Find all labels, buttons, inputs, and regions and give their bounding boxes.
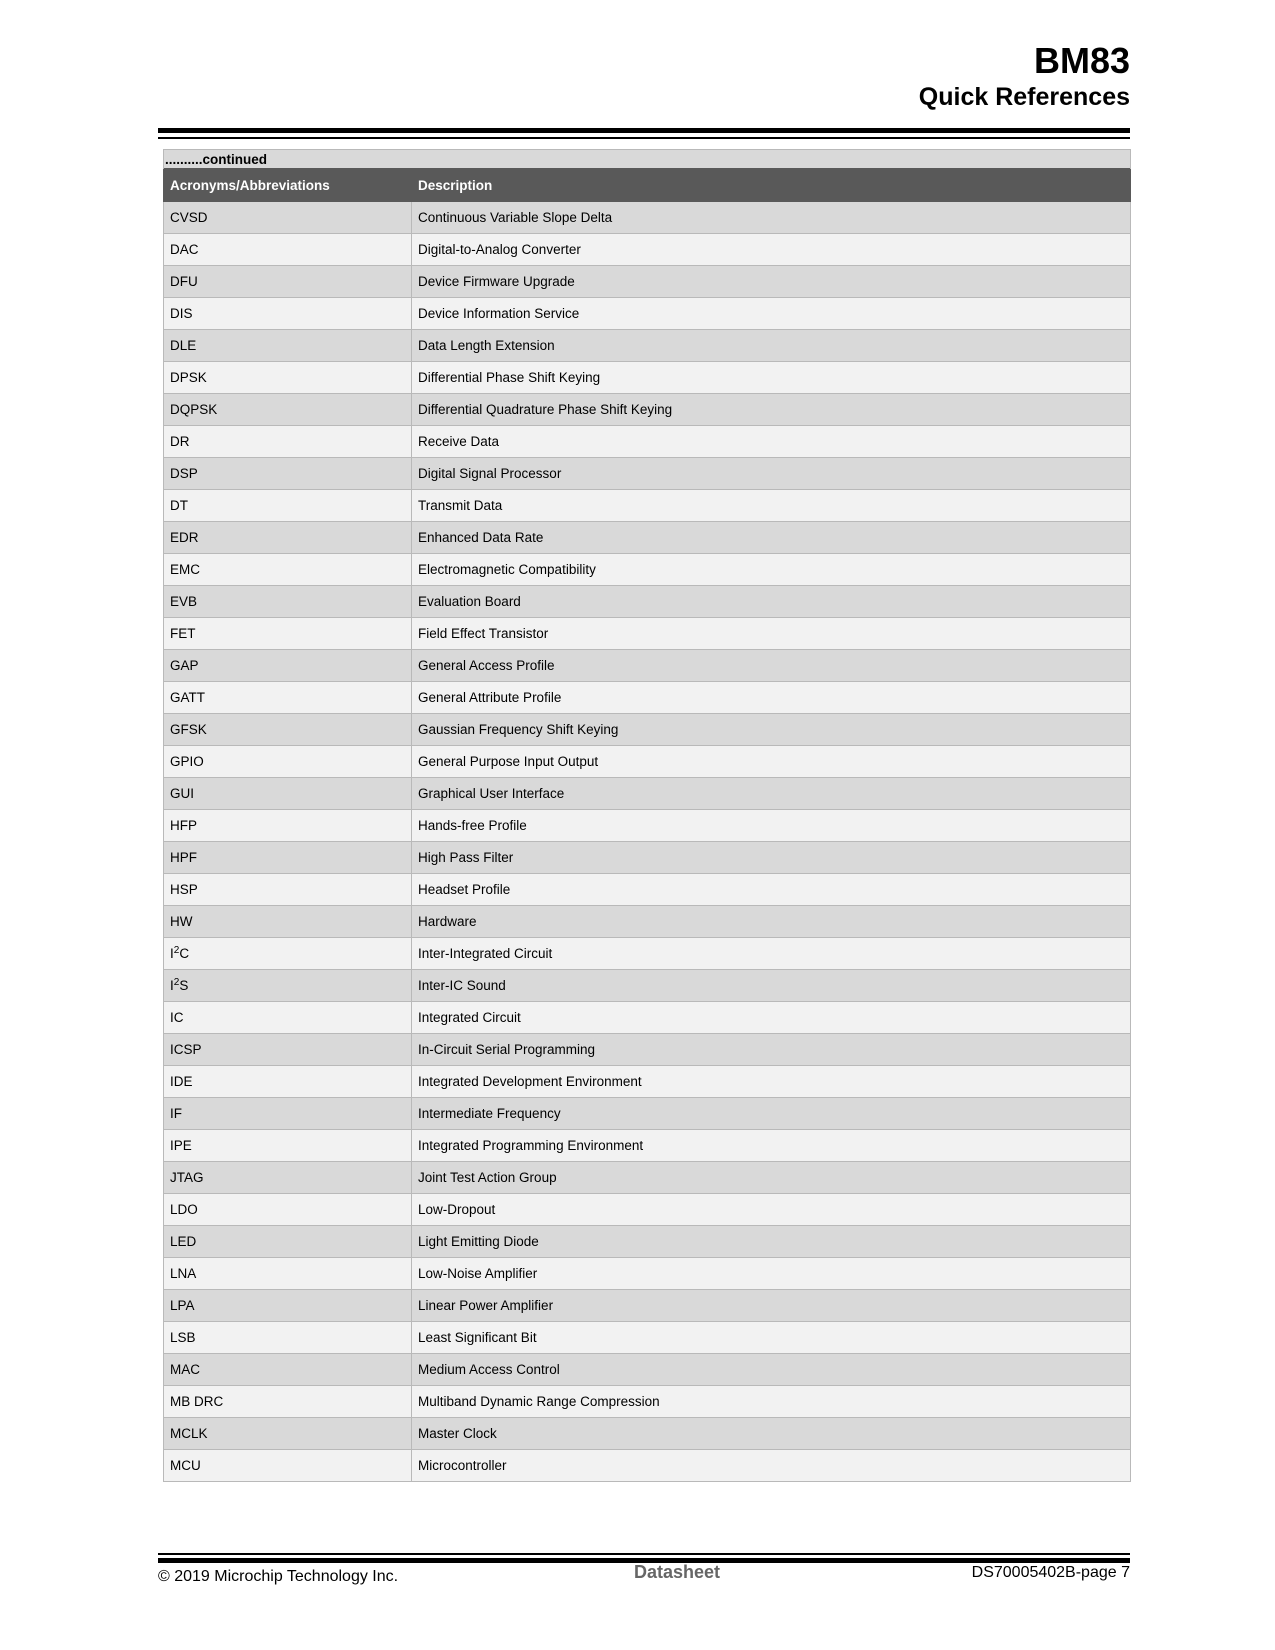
- acronym-cell: HW: [164, 906, 412, 938]
- table-row: [164, 426, 1131, 458]
- description-cell: Device Firmware Upgrade: [412, 266, 1131, 298]
- description-cell: Intermediate Frequency: [412, 1098, 1131, 1130]
- description-cell: Joint Test Action Group: [412, 1162, 1131, 1194]
- section-title: Quick References: [918, 83, 1130, 111]
- acronym-cell: IPE: [164, 1130, 412, 1162]
- acronym-cell: JTAG: [164, 1162, 412, 1194]
- acronym-cell: ICSP: [164, 1034, 412, 1066]
- acronym-cell: DSP: [164, 458, 412, 490]
- acronym-cell: LPA: [164, 1290, 412, 1322]
- table-row: [164, 810, 1131, 842]
- description-cell: General Attribute Profile: [412, 682, 1131, 714]
- acronym-cell: DR: [164, 426, 412, 458]
- description-cell: General Access Profile: [412, 650, 1131, 682]
- acronym-cell: [164, 938, 412, 970]
- description-cell: Hands-free Profile: [412, 810, 1131, 842]
- acronym-cell: LED: [164, 1226, 412, 1258]
- table-row: [164, 266, 1131, 298]
- acronym-cell: EDR: [164, 522, 412, 554]
- table-row: [164, 458, 1131, 490]
- table-row: [164, 682, 1131, 714]
- acronym-cell: EVB: [164, 586, 412, 618]
- table-row: [164, 490, 1131, 522]
- page-header: [919, 40, 1130, 112]
- description-cell: Digital Signal Processor: [412, 458, 1131, 490]
- description-cell: Differential Quadrature Phase Shift Keying: [412, 394, 1131, 426]
- acronym-tail: S: [179, 978, 189, 993]
- description-cell: Microcontroller: [412, 1450, 1131, 1482]
- acronym-cell: DIS: [164, 298, 412, 330]
- table-row: [164, 746, 1131, 778]
- acronym-superscript: 2: [173, 945, 180, 956]
- description-cell: Graphical User Interface: [412, 778, 1131, 810]
- acronym-superscript: 2: [173, 977, 180, 988]
- table-row: [164, 650, 1131, 682]
- acronym-cell: GATT: [164, 682, 412, 714]
- acronym-cell: FET: [164, 618, 412, 650]
- acronym-cell: DFU: [164, 266, 412, 298]
- description-cell: Integrated Development Environment: [412, 1066, 1131, 1098]
- table-row: [164, 1450, 1131, 1482]
- description-cell: Differential Phase Shift Keying: [412, 362, 1131, 394]
- acronym-cell: MB DRC: [164, 1386, 412, 1418]
- description-cell: Multiband Dynamic Range Compression: [412, 1386, 1131, 1418]
- table-row: [164, 970, 1131, 1002]
- description-cell: Master Clock: [412, 1418, 1131, 1450]
- table-row: [164, 298, 1131, 330]
- acronym-cell: MCU: [164, 1450, 412, 1482]
- description-cell: Inter-IC Sound: [412, 970, 1131, 1002]
- table-row: [164, 1098, 1131, 1130]
- acronym-cell: GAP: [164, 650, 412, 682]
- description-cell: Field Effect Transistor: [412, 618, 1131, 650]
- column-header-description: Description: [412, 169, 1131, 202]
- description-cell: General Purpose Input Output: [412, 746, 1131, 778]
- table-row: [164, 1418, 1131, 1450]
- acronym-cell: GFSK: [164, 714, 412, 746]
- acronym-cell: DQPSK: [164, 394, 412, 426]
- description-cell: Linear Power Amplifier: [412, 1290, 1131, 1322]
- table-row: [164, 1290, 1131, 1322]
- description-cell: Low-Dropout: [412, 1194, 1131, 1226]
- footer-rule-thin: [158, 1553, 1130, 1555]
- description-cell: Electromagnetic Compatibility: [412, 554, 1131, 586]
- description-cell: Hardware: [412, 906, 1131, 938]
- description-cell: Evaluation Board: [412, 586, 1131, 618]
- table-row: [164, 778, 1131, 810]
- acronym-cell: HSP: [164, 874, 412, 906]
- acronym-cell: IDE: [164, 1066, 412, 1098]
- description-cell: Gaussian Frequency Shift Keying: [412, 714, 1131, 746]
- acronym-cell: LSB: [164, 1322, 412, 1354]
- continued-label: ..........continued: [164, 150, 1131, 169]
- acronym-tail: C: [179, 946, 190, 961]
- table-row: [164, 938, 1131, 970]
- description-cell: Device Information Service: [412, 298, 1131, 330]
- table-row: [164, 1162, 1131, 1194]
- acronym-cell: GUI: [164, 778, 412, 810]
- table-row: [164, 554, 1131, 586]
- acronym-cell: DAC: [164, 234, 412, 266]
- header-rule-thin: [158, 137, 1130, 139]
- table-row: [164, 394, 1131, 426]
- description-cell: Medium Access Control: [412, 1354, 1131, 1386]
- description-cell: Digital-to-Analog Converter: [412, 234, 1131, 266]
- acronyms-table: [163, 149, 1131, 1482]
- acronym-cell: LNA: [164, 1258, 412, 1290]
- acronym-cell: [164, 970, 412, 1002]
- acronyms-table-container: [163, 149, 1130, 1482]
- table-row: [164, 1130, 1131, 1162]
- table-row: [164, 874, 1131, 906]
- header-rule-thick: [158, 128, 1130, 133]
- description-cell: Continuous Variable Slope Delta: [412, 202, 1131, 234]
- table-row: [164, 842, 1131, 874]
- table-row: [164, 1386, 1131, 1418]
- description-cell: Data Length Extension: [412, 330, 1131, 362]
- footer-page-number: DS70005402B-page 7: [971, 1564, 1130, 1581]
- footer-doc-type: Datasheet: [634, 1562, 721, 1582]
- table-row: [164, 618, 1131, 650]
- acronym-cell: IC: [164, 1002, 412, 1034]
- acronym-base: I: [170, 978, 174, 993]
- table-row: [164, 1194, 1131, 1226]
- description-cell: Light Emitting Diode: [412, 1226, 1131, 1258]
- table-row: [164, 714, 1131, 746]
- acronym-cell: DT: [164, 490, 412, 522]
- document-title: BM83: [1033, 40, 1130, 81]
- acronym-cell: MAC: [164, 1354, 412, 1386]
- table-row: [164, 522, 1131, 554]
- description-cell: Low-Noise Amplifier: [412, 1258, 1131, 1290]
- description-cell: Least Significant Bit: [412, 1322, 1131, 1354]
- column-header-acronym: Acronyms/Abbreviations: [164, 169, 412, 202]
- acronym-cell: LDO: [164, 1194, 412, 1226]
- acronym-cell: CVSD: [164, 202, 412, 234]
- description-cell: Integrated Circuit: [412, 1002, 1131, 1034]
- description-cell: Enhanced Data Rate: [412, 522, 1131, 554]
- table-header-row: [164, 169, 1131, 202]
- table-row: [164, 202, 1131, 234]
- acronym-cell: EMC: [164, 554, 412, 586]
- table-row: [164, 1002, 1131, 1034]
- table-row: [164, 1354, 1131, 1386]
- description-cell: Inter-Integrated Circuit: [412, 938, 1131, 970]
- description-cell: Integrated Programming Environment: [412, 1130, 1131, 1162]
- acronym-cell: HPF: [164, 842, 412, 874]
- description-cell: In-Circuit Serial Programming: [412, 1034, 1131, 1066]
- description-cell: Transmit Data: [412, 490, 1131, 522]
- acronym-cell: DLE: [164, 330, 412, 362]
- acronym-cell: HFP: [164, 810, 412, 842]
- table-row: [164, 1034, 1131, 1066]
- acronym-cell: DPSK: [164, 362, 412, 394]
- description-cell: Headset Profile: [412, 874, 1131, 906]
- table-row: [164, 234, 1131, 266]
- acronym-cell: GPIO: [164, 746, 412, 778]
- table-row: [164, 1322, 1131, 1354]
- table-row: [164, 330, 1131, 362]
- acronym-cell: IF: [164, 1098, 412, 1130]
- table-row: [164, 1226, 1131, 1258]
- table-row: [164, 906, 1131, 938]
- acronym-base: I: [170, 946, 174, 961]
- description-cell: Receive Data: [412, 426, 1131, 458]
- continued-row: [164, 150, 1131, 169]
- table-row: [164, 1066, 1131, 1098]
- footer-copyright: © 2019 Microchip Technology Inc.: [158, 1568, 399, 1585]
- acronym-cell: MCLK: [164, 1418, 412, 1450]
- table-row: [164, 586, 1131, 618]
- table-row: [164, 362, 1131, 394]
- table-row: [164, 1258, 1131, 1290]
- description-cell: High Pass Filter: [412, 842, 1131, 874]
